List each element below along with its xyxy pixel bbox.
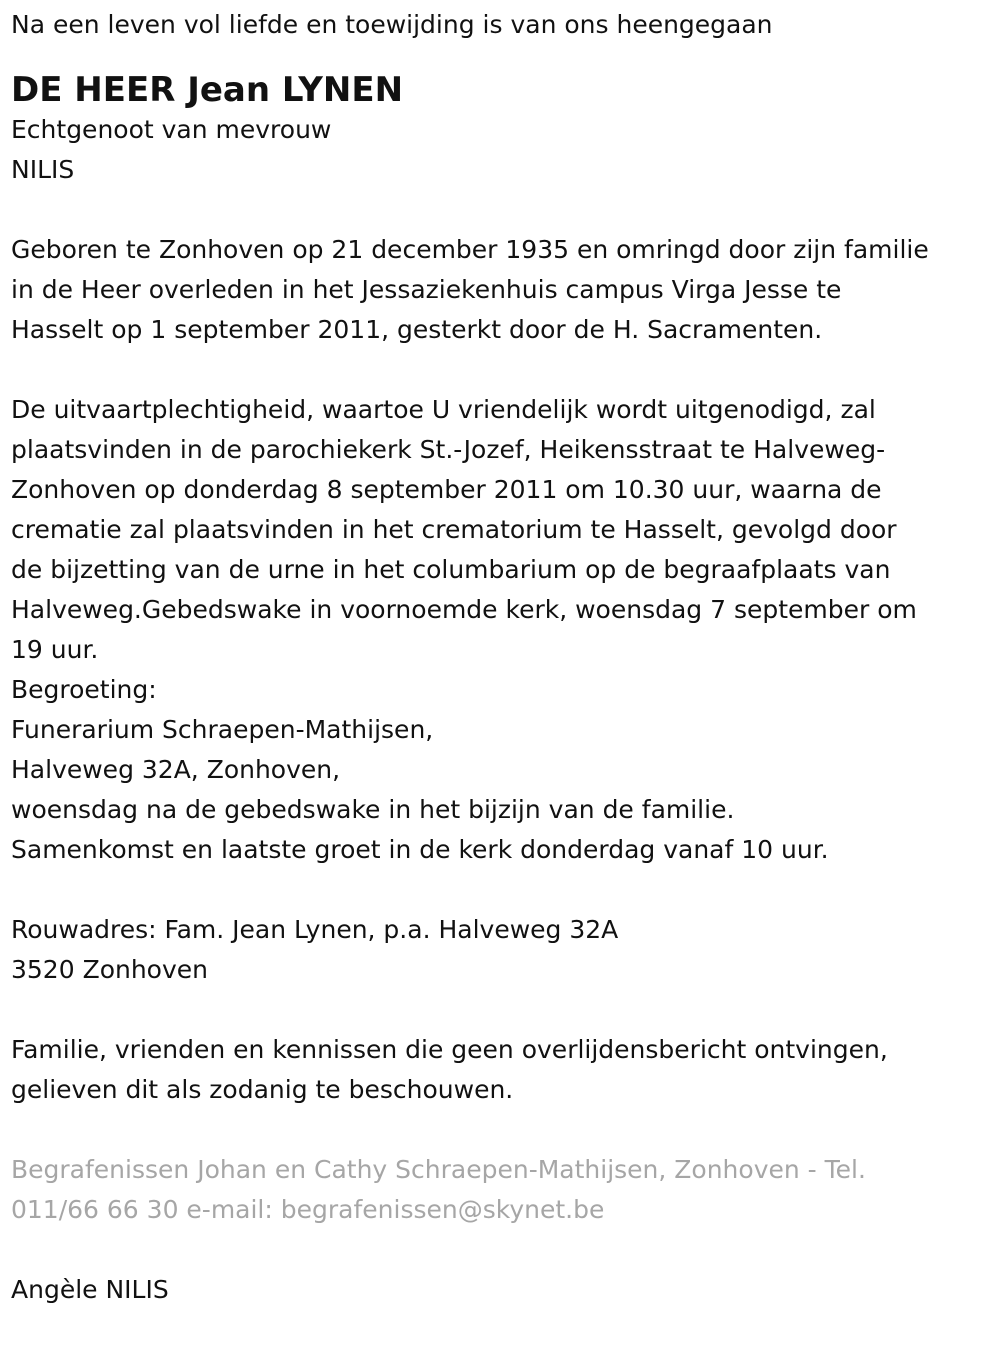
mourning-address-line: Rouwadres: Fam. Jean Lynen, p.a. Halveweg 32A [11,915,619,944]
spacer [11,870,989,910]
spouse-block [11,110,989,190]
funeral-line: crematie zal plaatsvinden in het crematorium te Hasselt, gevolgd door [11,515,897,544]
intro-text: Na een leven vol liefde en toewijding is van ons heengegaan [11,10,773,39]
spouse-line: Echtgenoot van mevrouw [11,115,332,144]
notice-line: Familie, vrienden en kennissen die geen overlijdensbericht ontvingen, [11,1035,888,1064]
funeral-line: De uitvaartplechtigheid, waartoe U vriendelijk wordt uitgenodigd, zal [11,395,876,424]
funeral-home-address: Halveweg 32A, Zonhoven, [11,755,341,784]
spacer [11,190,989,230]
undertaker-block [11,1150,989,1230]
birth-death-line: in de Heer overleden in het Jessaziekenhuis campus Virga Jesse te [11,275,842,304]
signature-name: Angèle NILIS [11,1275,169,1304]
funeral-line: plaatsvinden in de parochiekerk St.-Jozef, Heikensstraat te Halveweg- [11,435,886,464]
birth-death-line: Geboren te Zonhoven op 21 december 1935 en omringd door zijn familie [11,235,929,264]
spacer [11,1110,989,1150]
birth-death-line: Hasselt op 1 september 2011, gesterkt door de H. Sacramenten. [11,315,823,344]
spacer [11,350,989,390]
funeral-line: 19 uur. [11,635,99,664]
spouse-name: NILIS [11,155,75,184]
funeral-line: Zonhoven op donderdag 8 september 2011 om 10.30 uur, waarna de [11,475,882,504]
deceased-name: DE HEER Jean LYNEN [11,70,404,110]
notice-line: gelieven dit als zodanig te beschouwen. [11,1075,514,1104]
funeral-block [11,390,989,870]
mourning-address-postcode: 3520 Zonhoven [11,955,208,984]
spacer [11,1230,989,1270]
birth-death-block [11,230,989,350]
undertaker-line: Begrafenissen Johan en Cathy Schraepen-Mathijsen, Zonhoven - Tel. [11,1155,866,1184]
funeral-line: de bijzetting van de urne in het columbarium op de begraafplaats van [11,555,891,584]
notice-block [11,1030,989,1110]
spacer [11,990,989,1030]
greeting-label: Begroeting: [11,675,157,704]
funeral-home-name: Funerarium Schraepen-Mathijsen, [11,715,434,744]
mourning-address-block [11,910,989,990]
greeting-time: woensdag na de gebedswake in het bijzijn van de familie. [11,795,735,824]
final-farewell: Samenkomst en laatste groet in de kerk donderdag vanaf 10 uur. [11,835,829,864]
undertaker-contact: 011/66 66 30 e-mail: begrafenissen@skynet.be [11,1195,605,1224]
funeral-line: Halveweg.Gebedswake in voornoemde kerk, woensdag 7 september om [11,595,917,624]
